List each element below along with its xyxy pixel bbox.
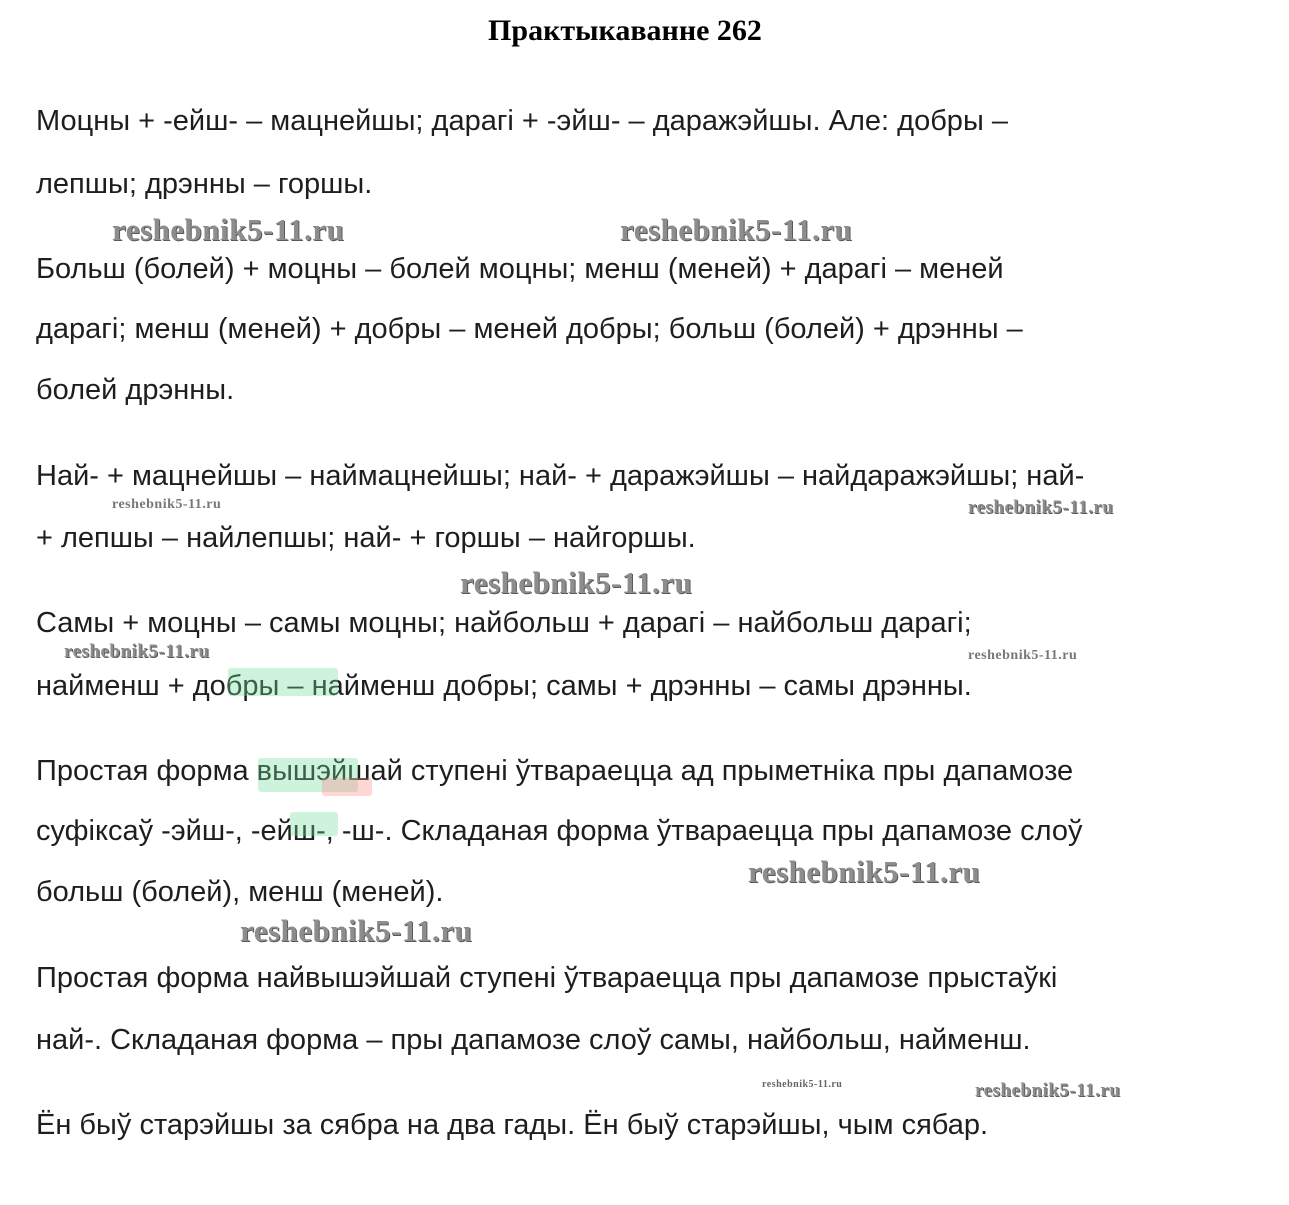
text-line: найменш + добры – найменш добры; самы + дрэнны – самы дрэнны. [36, 670, 972, 702]
text-line: суфіксаў -эйш-, -ейш-, -ш-. Складаная форма ўтвараецца пры дапамозе слоў [36, 815, 1083, 847]
watermark: reshebnik5-11.ru [762, 1079, 843, 1090]
watermark: reshebnik5-11.ru [748, 854, 981, 889]
text-line: Най- + мацнейшы – наймацнейшы; най- + даражэйшы – найдаражэйшы; най- [36, 460, 1085, 492]
text-line: Ён быў старэйшы за сябра на два гады. Ён быў старэйшы, чым сябар. [36, 1109, 989, 1141]
text-line: Простая форма вышэйшай ступені ўтвараецца ад прыметніка пры дапамозе [36, 755, 1074, 787]
text-line: болей дрэнны. [36, 374, 235, 406]
watermark: reshebnik5-11.ru [968, 497, 1114, 518]
watermark: reshebnik5-11.ru [64, 641, 210, 662]
watermark: reshebnik5-11.ru [975, 1080, 1121, 1101]
text-line: най-. Складаная форма – пры дапамозе слоў самы, найбольш, найменш. [36, 1024, 1031, 1056]
watermark: reshebnik5-11.ru [112, 497, 222, 512]
highlight-mark [290, 812, 338, 836]
watermark: reshebnik5-11.ru [112, 212, 345, 247]
watermark: reshebnik5-11.ru [620, 212, 853, 247]
text-line: Больш (болей) + моцны – болей моцны; менш (меней) + дарагі – меней [36, 253, 1004, 285]
watermark: reshebnik5-11.ru [968, 648, 1078, 663]
text-line: Самы + моцны – самы моцны; найбольш + дарагі – найбольш дарагі; [36, 607, 972, 639]
text-line: Моцны + -ейш- – мацнейшы; дарагі + -эйш- – даражэйшы. Але: добры – [36, 105, 1008, 137]
watermark: reshebnik5-11.ru [460, 565, 693, 600]
highlight-mark [228, 668, 338, 696]
page-title: Практыкаванне 262 [488, 14, 762, 47]
text-line: дарагі; менш (меней) + добры – меней добры; больш (болей) + дрэнны – [36, 313, 1023, 345]
text-line: Простая форма найвышэйшай ступені ўтвараецца пры дапамозе прыстаўкі [36, 962, 1058, 994]
highlight-mark [322, 778, 372, 796]
text-line: больш (болей), менш (меней). [36, 876, 444, 908]
text-line: лепшы; дрэнны – горшы. [36, 168, 373, 200]
watermark: reshebnik5-11.ru [240, 913, 473, 948]
text-line: + лепшы – найлепшы; най- + горшы – найгоршы. [36, 522, 696, 554]
